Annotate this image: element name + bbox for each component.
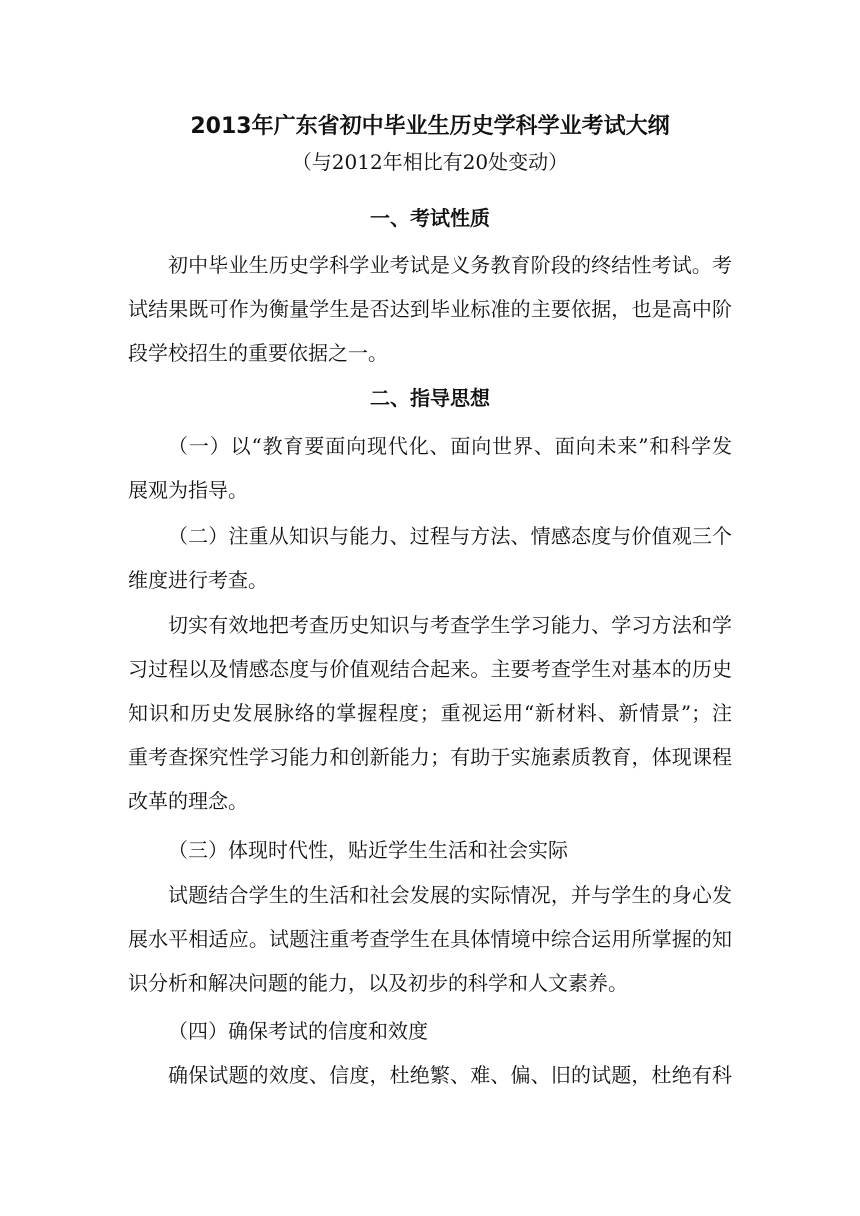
paragraph-question-design	[128, 873, 732, 1005]
document-title: 2013年广东省初中毕业生历史学科学业考试大纲	[190, 114, 670, 139]
paragraph-guideline-3	[128, 828, 732, 872]
paragraph-line: 知识和历史发展脉络的掌握程度；重视运用“新材料、新情景”；注	[128, 701, 732, 725]
paragraph-line: 重考查探究性学习能力和创新能力；有助于实施素质教育，体现课程	[128, 745, 732, 769]
paragraph-line: （四）确保考试的信度和效度	[168, 1019, 428, 1043]
paragraph-line: （一）以“教育要面向现代化、面向世界、面向未来”和科学发	[168, 434, 732, 458]
paragraph-line: 改革的理念。	[128, 789, 248, 813]
section-heading-guiding-ideology: 二、指导思想	[370, 386, 490, 410]
paragraph-line: 试题结合学生的生活和社会发展的实际情况，并与学生的身心发	[168, 883, 732, 907]
document-subtitle: （与2012年相比有20处变动）	[291, 150, 569, 174]
paragraph-line: 初中毕业生历史学科学业考试是义务教育阶段的终结性考试。考	[168, 253, 732, 277]
paragraph-line: （二）注重从知识与能力、过程与方法、情感态度与价值观三个	[168, 524, 732, 548]
paragraph-line: 段学校招生的重要依据之一。	[128, 341, 388, 365]
paragraph-line: 识分析和解决问题的能力，以及初步的科学和人文素养。	[128, 971, 628, 995]
paragraph-exam-nature	[128, 243, 732, 375]
paragraph-line: 维度进行考查。	[128, 568, 268, 592]
paragraph-line: （三）体现时代性，贴近学生生活和社会实际	[168, 838, 568, 862]
paragraph-assessment-details	[128, 603, 732, 823]
paragraph-line: 切实有效地把考查历史知识与考查学生学习能力、学习方法和学	[168, 613, 732, 637]
paragraph-reliability-validity	[128, 1053, 732, 1097]
paragraph-line: 试结果既可作为衡量学生是否达到毕业标准的主要依据，也是高中阶	[128, 297, 732, 321]
paragraph-line: 展观为指导。	[128, 478, 248, 502]
paragraph-line: 习过程以及情感态度与价值观结合起来。主要考查学生对基本的历史	[128, 657, 732, 681]
paragraph-guideline-1	[128, 424, 732, 512]
paragraph-guideline-4	[128, 1009, 732, 1053]
paragraph-line: 展水平相适应。试题注重考查学生在具体情境中综合运用所掌握的知	[128, 927, 732, 951]
paragraph-guideline-2	[128, 514, 732, 602]
paragraph-line: 确保试题的效度、信度，杜绝繁、难、偏、旧的试题，杜绝有科	[168, 1063, 732, 1087]
section-heading-exam-nature: 一、考试性质	[370, 206, 490, 230]
